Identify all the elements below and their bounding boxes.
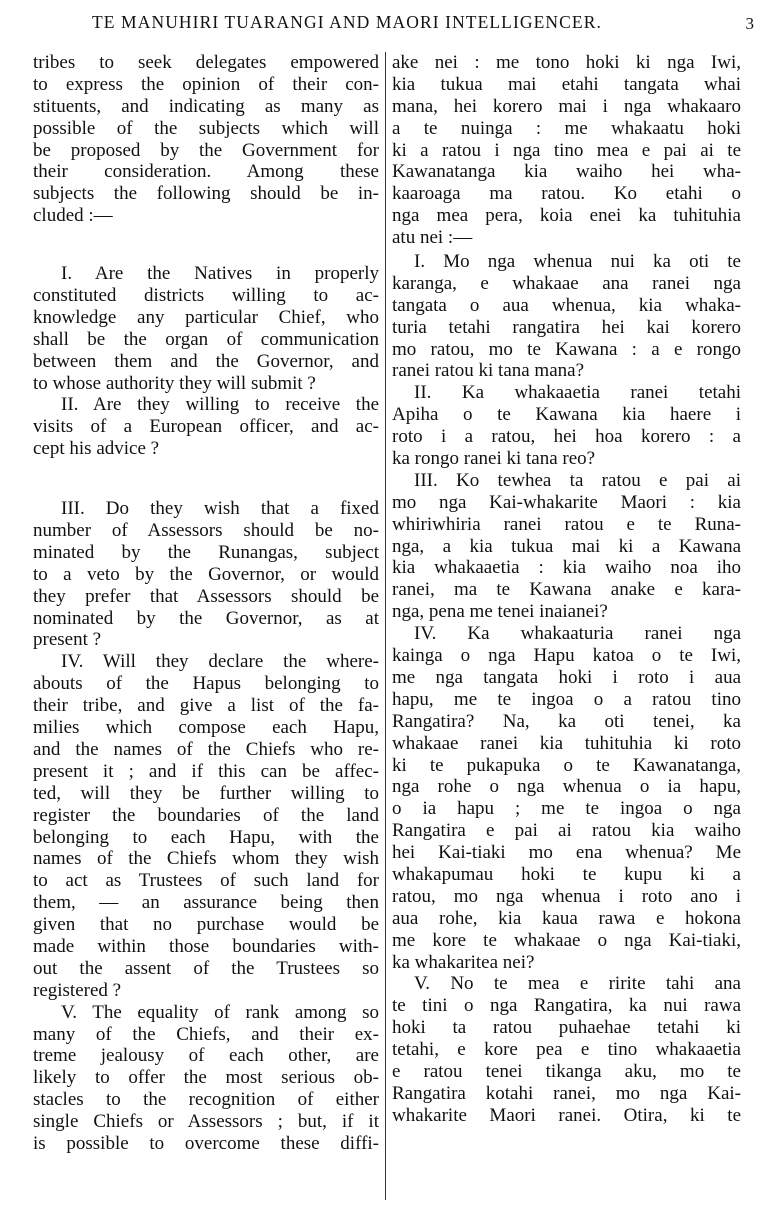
text-line: be proposed by the Government for xyxy=(33,139,379,161)
text-line: treme jealousy of each other, are xyxy=(33,1045,379,1067)
right-column-maori xyxy=(392,52,741,1202)
text-line: tribes to seek delegates empowered xyxy=(33,52,379,73)
text-line: register the boundaries of the land xyxy=(33,804,379,826)
text-line: tangata o aua whenua, kia whaka- xyxy=(392,294,741,316)
text-line: single Chiefs or Assessors ; but, if it xyxy=(33,1111,379,1133)
text-line: to express the opinion of their con- xyxy=(33,73,379,95)
text-line: present it ; and if this can be affec- xyxy=(33,760,379,782)
text-line: given that no purchase would be xyxy=(33,914,379,936)
text-line: roto i a ratou, hei hoa korero : a xyxy=(392,426,741,448)
text-line: V. No te mea e ririte tahi ana xyxy=(414,973,741,995)
text-line: ted, will they be further willing to xyxy=(33,782,379,804)
text-line: to whose authority they will submit ? xyxy=(33,372,316,394)
text-line: registered ? xyxy=(33,979,122,1001)
text-line: to act as Trustees of such land for xyxy=(33,870,379,892)
text-line: I. Mo nga whenua nui ka oti te xyxy=(414,251,741,273)
text-line: mo nga Kai-whakarite Maori : kia xyxy=(392,491,741,513)
text-line: ake nei : me tono hoki ki nga Iwi, xyxy=(392,52,741,73)
text-line: IV. Ka whakaaturia ranei nga xyxy=(414,623,741,645)
text-line: ki te pukapuka o te Kawanatanga, xyxy=(392,754,741,776)
text-line: whakarite Maori ranei. Otira, ki te xyxy=(392,1104,741,1126)
text-line: kainga o nga Hapu katoa o te Iwi, xyxy=(392,645,741,667)
text-line: milies which compose each Hapu, xyxy=(33,717,379,739)
text-line: they prefer that Assessors should be xyxy=(33,585,379,607)
text-line: whakaae ranei kia tuhituhia ki roto xyxy=(392,732,741,754)
text-line: Rangatira e pai ai ratou kia waiho xyxy=(392,820,741,842)
text-line: aua rohe, kia kaua rawa e hokona xyxy=(392,907,741,929)
text-line: nga rohe o nga whenua o ia hapu, xyxy=(392,776,741,798)
text-line: shall be the organ of communication xyxy=(33,328,379,350)
text-line: them, — an assurance being then xyxy=(33,892,379,914)
text-line: possible of the subjects which will xyxy=(33,117,379,139)
text-line: and the names of the Chiefs who re- xyxy=(33,738,379,760)
text-line: a te nuinga : me whakaatu hoki xyxy=(392,117,741,139)
text-line: stacles to the recognition of either xyxy=(33,1089,379,1111)
text-line: Rangatira kotahi ranei, mo nga Kai- xyxy=(392,1082,741,1104)
text-line: cept his advice ? xyxy=(33,438,160,460)
text-line: nga mea pera, koia enei ka tuhituhia xyxy=(392,205,741,227)
text-line: Rangatira? Na, ka oti tenei, ka xyxy=(392,710,741,732)
text-line: minated by the Runangas, subject xyxy=(33,541,379,563)
text-line: stituents, and indicating as many as xyxy=(33,95,379,117)
text-line: V. The equality of rank among so xyxy=(61,1001,379,1023)
text-line: number of Assessors should be no- xyxy=(33,520,379,542)
text-line: abouts of the Hapus belonging to xyxy=(33,673,379,695)
text-line: mo ratou, mo te Kawana : a e rongo xyxy=(392,338,741,360)
text-line: II. Ka whakaaetia ranei tetahi xyxy=(414,382,741,404)
text-line: turia tetahi rangatira hei kai korero xyxy=(392,316,741,338)
text-line: their tribe, and give a list of the fa- xyxy=(33,695,379,717)
text-line: karanga, e whakaae ana ranei nga xyxy=(392,272,741,294)
text-line: visits of a European officer, and ac- xyxy=(33,416,379,438)
text-line: Apiha o te Kawana kia haere i xyxy=(392,404,741,426)
text-line: hoki ta ratou puhaehae tetahi ki xyxy=(392,1017,741,1039)
text-line: kia tukua mai etahi tangata whai xyxy=(392,73,741,95)
text-line: kaaroaga ma ratou. Ko etahi o xyxy=(392,183,741,205)
running-title: TE MANUHIRI TUARANGI AND MAORI INTELLIGENCER. xyxy=(92,12,602,32)
text-line: III. Do they wish that a fixed xyxy=(61,498,379,520)
text-line: out the assent of the Trustees so xyxy=(33,957,379,979)
text-line: nga, pena me tenei inaianei? xyxy=(392,601,608,623)
text-line: whiriwhiria ranei ratou e te Runa- xyxy=(392,513,741,535)
text-line: nominated by the Governor, as at xyxy=(33,607,379,629)
text-line: made within those boundaries with- xyxy=(33,935,379,957)
text-line: kia whakaaetia : kia waiho noa iho xyxy=(392,557,741,579)
column-divider xyxy=(385,52,386,1200)
text-line: constituted districts willing to ac- xyxy=(33,285,379,307)
text-line: ka whakaritea nei? xyxy=(392,951,535,973)
page-number: 3 xyxy=(745,14,754,33)
text-line: hei Kai-tiaki mo ena whenua? Me xyxy=(392,842,741,864)
text-line: te tini o nga Rangatira, ka nui rawa xyxy=(392,995,741,1017)
text-line: names of the Chiefs whom they wish xyxy=(33,848,379,870)
text-line: e ratou tenei tikanga aku, mo te xyxy=(392,1060,741,1082)
text-line: II. Are they willing to receive the xyxy=(61,394,379,416)
text-line: ranei, ma te Kawana anake e kara- xyxy=(392,579,741,601)
page-header xyxy=(30,6,760,40)
text-line: knowledge any particular Chief, who xyxy=(33,306,379,328)
text-line: I. Are the Natives in properly xyxy=(61,263,379,285)
text-line: likely to offer the most serious ob- xyxy=(33,1067,379,1089)
paragraph-gap xyxy=(33,460,379,498)
text-line: Kawanatanga kia waiho hei wha- xyxy=(392,161,741,183)
text-line: cluded :— xyxy=(33,205,113,227)
text-line: whakapumau hoki te kupu ki a xyxy=(392,863,741,885)
text-line: is possible to overcome these diffi- xyxy=(33,1132,379,1154)
text-line: o ia hapu ; me te ingoa o nga xyxy=(392,798,741,820)
text-line: ranei ratou ki tana mana? xyxy=(392,360,585,382)
left-column-english xyxy=(33,52,379,1202)
text-line: between them and the Governor, and xyxy=(33,350,379,372)
text-line: atu nei :— xyxy=(392,227,473,249)
text-line: subjects the following should be in- xyxy=(33,183,379,205)
text-line: III. Ko tewhea ta ratou e pai ai xyxy=(414,469,741,491)
text-line: IV. Will they declare the where- xyxy=(61,651,379,673)
text-line: mana, hei korero mai i nga whakaaro xyxy=(392,95,741,117)
text-line: belonging to each Hapu, with the xyxy=(33,826,379,848)
text-line: me nga tangata hoki i roto i aua xyxy=(392,666,741,688)
text-line: me kore te whakaae o nga Kai-tiaki, xyxy=(392,929,741,951)
text-line: ratou, mo nga whenua i roto ano i xyxy=(392,885,741,907)
text-line: hapu, me te ingoa o a ratou tino xyxy=(392,688,741,710)
paragraph-gap xyxy=(33,227,379,263)
text-line: ki a ratou i nga tino mea e pai ai te xyxy=(392,139,741,161)
text-line: many of the Chiefs, and their ex- xyxy=(33,1023,379,1045)
text-line: to a veto by the Governor, or would xyxy=(33,563,379,585)
text-line: tetahi, e kore pea e tino whakaaetia xyxy=(392,1039,741,1061)
text-line: their consideration. Among these xyxy=(33,161,379,183)
text-line: ka rongo ranei ki tana reo? xyxy=(392,448,596,470)
text-line: present ? xyxy=(33,629,102,651)
text-line: nga, a kia tukua mai ki a Kawana xyxy=(392,535,741,557)
